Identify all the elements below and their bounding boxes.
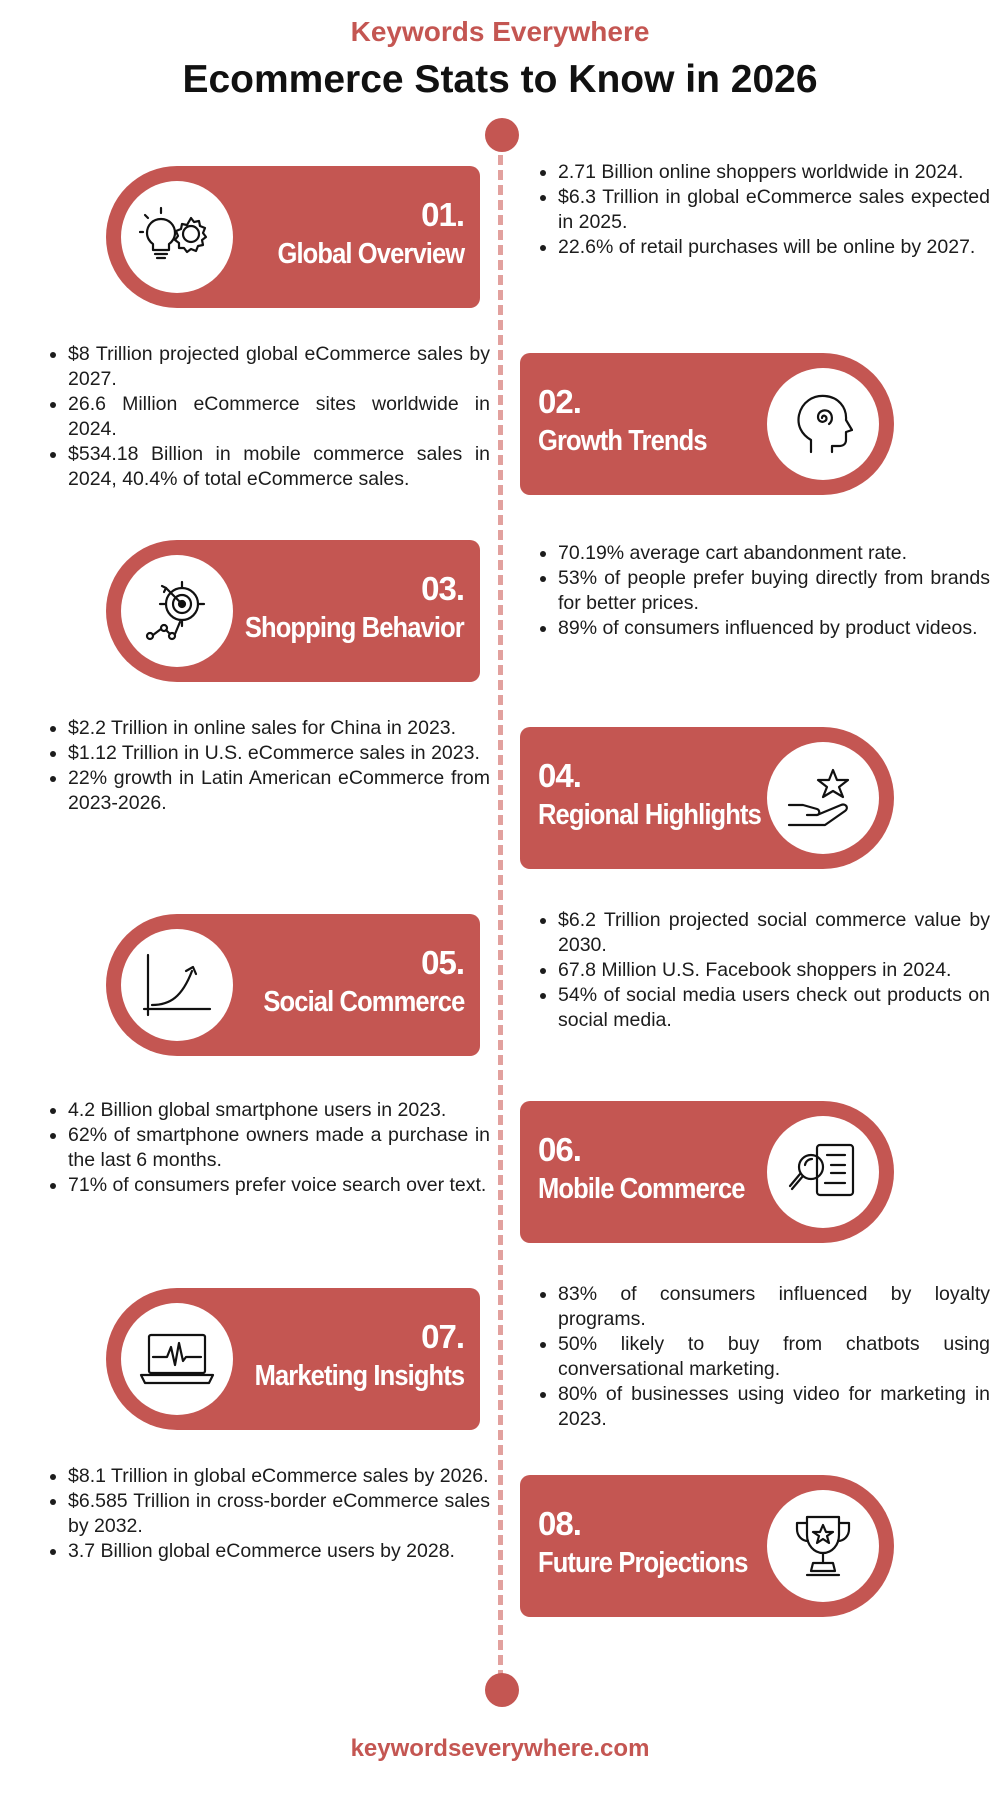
section-03-title: Shopping Behavior bbox=[245, 612, 464, 644]
section-05-badge bbox=[106, 914, 480, 1056]
list-item: • $534.18 Billion in mobile commerce sales in 2024, 40.4% of total eCommerce sales. bbox=[68, 442, 490, 492]
timeline-end-dot bbox=[485, 1673, 519, 1707]
list-item: • 54% of social media users check out products on social media. bbox=[558, 983, 990, 1033]
timeline-start-dot bbox=[485, 118, 519, 152]
section-04-title: Regional Highlights bbox=[538, 799, 761, 831]
section-01-badge bbox=[106, 166, 480, 308]
list-item: • 4.2 Billion global smartphone users in 2023. bbox=[68, 1098, 490, 1123]
section-02-number: 02. bbox=[538, 383, 581, 420]
list-item: • $2.2 Trillion in online sales for China in 2023. bbox=[68, 716, 490, 741]
list-item: • 26.6 Million eCommerce sites worldwide in 2024. bbox=[68, 392, 490, 442]
section-05-title: Social Commerce bbox=[263, 986, 464, 1018]
list-item: • $6.3 Trillion in global eCommerce sales expected in 2025. bbox=[558, 185, 990, 235]
list-item: • $1.12 Trillion in U.S. eCommerce sales in 2023. bbox=[68, 741, 490, 766]
list-item: • 22.6% of retail purchases will be online by 2027. bbox=[558, 235, 990, 260]
section-06-stats bbox=[40, 1098, 490, 1198]
section-04-number: 04. bbox=[538, 757, 581, 794]
section-05-number: 05. bbox=[421, 944, 464, 981]
section-06-title: Mobile Commerce bbox=[538, 1173, 745, 1205]
section-05-stats bbox=[530, 908, 990, 1033]
brand-name: Keywords Everywhere bbox=[350, 16, 650, 47]
section-07-title: Marketing Insights bbox=[254, 1360, 464, 1392]
lightbulb-gear-icon bbox=[121, 181, 233, 293]
trophy-icon bbox=[767, 1490, 879, 1602]
list-item: • 22% growth in Latin American eCommerce from 2023-2026. bbox=[68, 766, 490, 816]
head-spiral-icon bbox=[767, 368, 879, 480]
section-06-badge bbox=[520, 1101, 894, 1243]
list-item: • 53% of people prefer buying directly from brands for better prices. bbox=[558, 566, 990, 616]
list-item: • 67.8 Million U.S. Facebook shoppers in 2024. bbox=[558, 958, 990, 983]
section-02-title: Growth Trends bbox=[538, 425, 707, 457]
section-03-number: 03. bbox=[421, 570, 464, 607]
page-title: Ecommerce Stats to Know in 2026 bbox=[182, 58, 818, 101]
section-07-stats bbox=[530, 1282, 990, 1432]
list-item: • 3.7 Billion global eCommerce users by 2028. bbox=[68, 1539, 490, 1564]
list-item: • $8.1 Trillion in global eCommerce sales by 2026. bbox=[68, 1464, 490, 1489]
list-item: • 71% of consumers prefer voice search over text. bbox=[68, 1173, 490, 1198]
list-item: • 83% of consumers influenced by loyalty programs. bbox=[558, 1282, 990, 1332]
list-item: • $6.585 Trillion in cross-border eCommerce sales by 2032. bbox=[68, 1489, 490, 1539]
list-item: • 50% likely to buy from chatbots using conversational marketing. bbox=[558, 1332, 990, 1382]
section-04-badge bbox=[520, 727, 894, 869]
section-01-stats bbox=[530, 160, 990, 260]
section-04-stats bbox=[40, 716, 490, 816]
document-search-icon bbox=[767, 1116, 879, 1228]
section-07-number: 07. bbox=[421, 1318, 464, 1355]
laptop-pulse-icon bbox=[121, 1303, 233, 1415]
section-02-badge bbox=[520, 353, 894, 495]
list-item: • 62% of smartphone owners made a purchase in the last 6 months. bbox=[68, 1123, 490, 1173]
list-item: • 89% of consumers influenced by product videos. bbox=[558, 616, 990, 641]
hand-star-icon bbox=[767, 742, 879, 854]
section-08-title: Future Projections bbox=[538, 1547, 748, 1579]
section-08-stats bbox=[40, 1464, 490, 1564]
section-03-badge bbox=[106, 540, 480, 682]
list-item: • 80% of businesses using video for marketing in 2023. bbox=[558, 1382, 990, 1432]
section-01-number: 01. bbox=[421, 196, 464, 233]
list-item: • $8 Trillion projected global eCommerce sales by 2027. bbox=[68, 342, 490, 392]
section-06-number: 06. bbox=[538, 1131, 581, 1168]
growth-chart-icon bbox=[121, 929, 233, 1041]
list-item: • 70.19% average cart abandonment rate. bbox=[558, 541, 990, 566]
section-08-number: 08. bbox=[538, 1505, 581, 1542]
list-item: • $6.2 Trillion projected social commerce value by 2030. bbox=[558, 908, 990, 958]
section-07-badge bbox=[106, 1288, 480, 1430]
footer-url[interactable]: keywordseverywhere.com bbox=[350, 1735, 650, 1762]
section-01-title: Global Overview bbox=[277, 238, 464, 270]
list-item: • 2.71 Billion online shoppers worldwide in 2024. bbox=[558, 160, 990, 185]
section-08-badge bbox=[520, 1475, 894, 1617]
target-icon bbox=[121, 555, 233, 667]
section-03-stats bbox=[530, 541, 990, 641]
section-02-stats bbox=[40, 342, 490, 492]
timeline-line bbox=[498, 140, 503, 1695]
